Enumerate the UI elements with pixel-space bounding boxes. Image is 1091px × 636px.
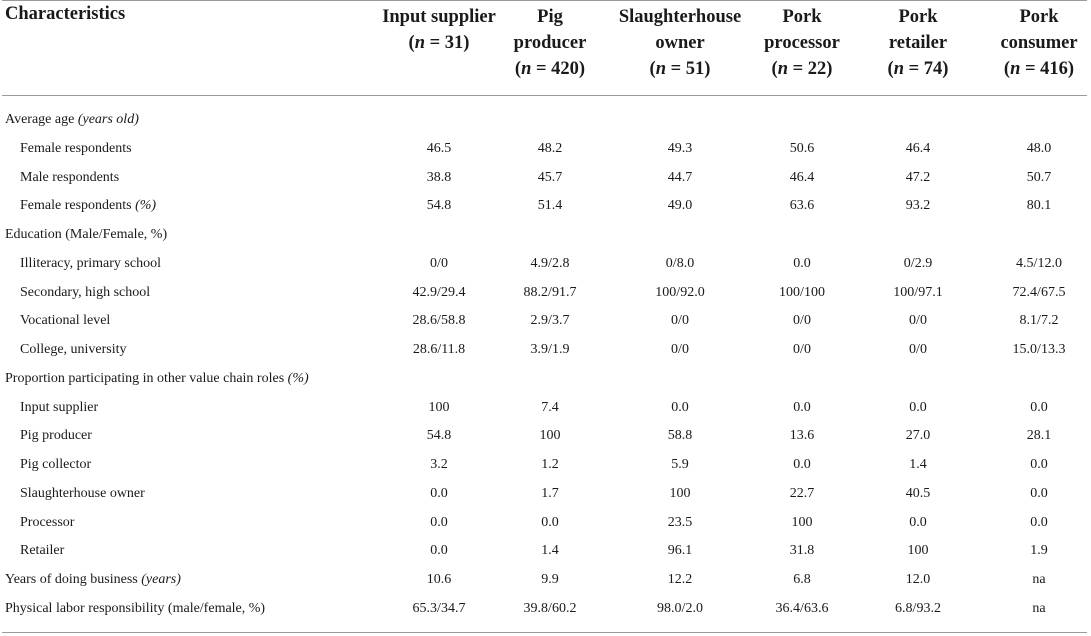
row-label	[20, 284, 150, 302]
header-characteristics: Characteristics	[5, 4, 126, 24]
table-cell: 46.4	[905, 141, 931, 156]
row-label	[5, 226, 167, 244]
table-cell: 27.0	[905, 428, 931, 443]
table-cell: 0.0	[430, 515, 448, 530]
table-cell: 96.1	[667, 543, 693, 558]
table-cell: 9.9	[541, 572, 559, 587]
table-cell: 23.5	[667, 515, 693, 530]
row-label	[20, 427, 92, 445]
row-label	[20, 456, 91, 474]
row-label	[20, 255, 161, 273]
bottom-rule	[2, 632, 1087, 633]
table-cell: 28.6/11.8	[412, 342, 466, 357]
row-label-text: Female respondents	[20, 141, 132, 156]
row-label-text: Physical labor responsibility (male/female, %)	[5, 601, 266, 616]
row-label-text: Education (Male/Female, %)	[5, 227, 168, 242]
table-cell: 0.0	[1030, 486, 1048, 501]
header-pork-consumer	[1000, 4, 1077, 82]
row-label-unit: (years old)	[77, 112, 139, 127]
table-cell: 63.6	[789, 198, 815, 213]
header-line2: consumer	[1000, 33, 1078, 53]
header-n: (n = 416)	[1003, 59, 1075, 79]
table-cell: 44.7	[667, 170, 693, 185]
table-cell: 3.9/1.9	[530, 342, 570, 357]
table-cell: 0/0	[793, 342, 811, 357]
table-cell: 36.4/63.6	[775, 601, 829, 616]
table-cell: 1.2	[541, 457, 559, 472]
table-cell: 1.7	[541, 486, 559, 501]
table-cell: 0.0	[909, 515, 927, 530]
row-label	[20, 399, 98, 417]
table-cell: 98.0/2.0	[657, 601, 703, 616]
row-label-text: Processor	[20, 515, 75, 530]
row-label-text: Secondary, high school	[20, 285, 151, 300]
table-cell: 100	[791, 515, 813, 530]
header-n: (n = 22)	[771, 59, 833, 79]
table-cell: 40.5	[905, 486, 931, 501]
table-cell: 48.0	[1026, 141, 1052, 156]
row-label	[20, 542, 64, 560]
header-rule	[2, 95, 1087, 96]
table-cell: 0.0	[1030, 515, 1048, 530]
table-cell: 28.1	[1026, 428, 1052, 443]
row-label	[20, 169, 119, 187]
table-cell: 48.2	[537, 141, 563, 156]
table-cell: 88.2/91.7	[523, 285, 577, 300]
table-cell: 28.6/58.8	[412, 313, 466, 328]
header-pork-retailer	[888, 4, 949, 82]
row-label-text: Proportion participating in other value chain roles	[5, 371, 288, 386]
table-cell: 0/0	[671, 313, 689, 328]
row-label	[5, 600, 265, 618]
table-cell: 47.2	[905, 170, 931, 185]
table-cell: 12.0	[905, 572, 931, 587]
row-label-text: Average age	[5, 112, 78, 127]
table-cell: 49.3	[667, 141, 693, 156]
table-cell: 5.9	[671, 457, 689, 472]
table-cell: 51.4	[537, 198, 563, 213]
header-line2: retailer	[888, 33, 948, 53]
table-cell: 100	[539, 428, 561, 443]
table-cell: 6.8/93.2	[895, 601, 941, 616]
row-label	[20, 341, 127, 359]
table-cell: 93.2	[905, 198, 931, 213]
header-n: (n = 74)	[887, 59, 949, 79]
table-cell: 0/2.9	[903, 256, 933, 271]
table-cell: na	[1032, 572, 1046, 587]
header-n: (n = 420)	[514, 59, 586, 79]
table-cell: 10.6	[426, 572, 452, 587]
table-cell: 0/8.0	[665, 256, 695, 271]
row-label	[20, 514, 74, 532]
table-cell: 39.8/60.2	[523, 601, 577, 616]
row-label-text: College, university	[20, 342, 127, 357]
row-label	[5, 370, 309, 388]
row-label-text: Pig collector	[20, 457, 92, 472]
top-rule	[2, 0, 1087, 1]
header-input-supplier	[382, 4, 496, 56]
table-cell: 1.9	[1030, 543, 1048, 558]
table-cell: 4.5/12.0	[1016, 256, 1062, 271]
table-cell: na	[1032, 601, 1046, 616]
row-label-unit: (%)	[287, 371, 309, 386]
header-n: (n = 51)	[649, 59, 711, 79]
table-cell: 3.2	[430, 457, 448, 472]
table-cell: 54.8	[426, 428, 452, 443]
header-slaughterhouse-owner	[619, 4, 741, 82]
header-line1: Pork	[898, 7, 938, 27]
header-line2: owner	[655, 33, 705, 53]
row-label-text: Female respondents	[20, 198, 136, 213]
table-cell: 0.0	[793, 256, 811, 271]
row-label-text: Vocational level	[20, 313, 111, 328]
row-label	[20, 197, 156, 215]
row-label	[20, 485, 145, 503]
row-label-text: Pig producer	[20, 428, 92, 443]
header-line1: Pork	[782, 7, 822, 27]
row-label-unit: (%)	[135, 198, 157, 213]
row-label	[20, 140, 132, 158]
table-cell: 42.9/29.4	[412, 285, 466, 300]
table-cell: 8.1/7.2	[1019, 313, 1059, 328]
header-line2: producer	[513, 33, 587, 53]
header-line1: Pig	[537, 7, 563, 27]
table-cell: 0.0	[430, 486, 448, 501]
table-cell: 46.5	[426, 141, 452, 156]
table-cell: 54.8	[426, 198, 452, 213]
table-cell: 13.6	[789, 428, 815, 443]
table-cell: 100/97.1	[893, 285, 943, 300]
row-label-text: Years of doing business	[5, 572, 142, 587]
table-cell: 0/0	[793, 313, 811, 328]
table-cell: 0/0	[909, 342, 927, 357]
table-cell: 100	[428, 400, 450, 415]
row-label-text: Slaughterhouse owner	[20, 486, 145, 501]
table-cell: 65.3/34.7	[412, 601, 466, 616]
table-cell: 72.4/67.5	[1012, 285, 1066, 300]
table-cell: 100/92.0	[655, 285, 705, 300]
table-cell: 80.1	[1026, 198, 1052, 213]
table-cell: 0.0	[909, 400, 927, 415]
table-cell: 0.0	[1030, 400, 1048, 415]
table-cell: 2.9/3.7	[530, 313, 570, 328]
row-label	[20, 312, 110, 330]
table-cell: 22.7	[789, 486, 815, 501]
table-cell: 0.0	[541, 515, 559, 530]
table-cell: 50.6	[789, 141, 815, 156]
row-label-text: Retailer	[20, 543, 65, 558]
table-cell: 6.8	[793, 572, 811, 587]
table-cell: 0/0	[909, 313, 927, 328]
table-cell: 0/0	[671, 342, 689, 357]
row-label	[5, 111, 139, 129]
table-cell: 15.0/13.3	[1012, 342, 1066, 357]
header-line1: Pork	[1019, 7, 1059, 27]
table-cell: 58.8	[667, 428, 693, 443]
table-cell: 31.8	[789, 543, 815, 558]
row-label-text: Male respondents	[20, 170, 120, 185]
header-pork-processor	[764, 4, 840, 82]
table-cell: 100	[669, 486, 691, 501]
table-cell: 0.0	[793, 457, 811, 472]
table-cell: 7.4	[541, 400, 559, 415]
table-cell: 0.0	[430, 543, 448, 558]
header-line1: Slaughterhouse	[618, 7, 742, 27]
row-label-text: Illiteracy, primary school	[20, 256, 161, 271]
table-cell: 0.0	[1030, 457, 1048, 472]
header-line1: Input supplier	[382, 7, 496, 27]
table-cell: 100/100	[779, 285, 825, 300]
header-line2: processor	[764, 33, 840, 53]
table-cell: 0.0	[793, 400, 811, 415]
table-cell: 12.2	[667, 572, 693, 587]
header-pig-producer	[514, 4, 587, 82]
table-cell: 100	[907, 543, 929, 558]
table-cell: 0/0	[430, 256, 448, 271]
table-cell: 0.0	[671, 400, 689, 415]
header-n: (n = 31)	[408, 33, 470, 53]
row-label	[5, 571, 181, 589]
row-label-text: Input supplier	[20, 400, 99, 415]
table-cell: 45.7	[537, 170, 563, 185]
table-cell: 1.4	[909, 457, 927, 472]
table-cell: 49.0	[667, 198, 693, 213]
table-cell: 46.4	[789, 170, 815, 185]
row-label-unit: (years)	[141, 572, 181, 587]
table-cell: 4.9/2.8	[530, 256, 570, 271]
table-cell: 38.8	[426, 170, 452, 185]
table-cell: 50.7	[1026, 170, 1052, 185]
table-cell: 1.4	[541, 543, 559, 558]
